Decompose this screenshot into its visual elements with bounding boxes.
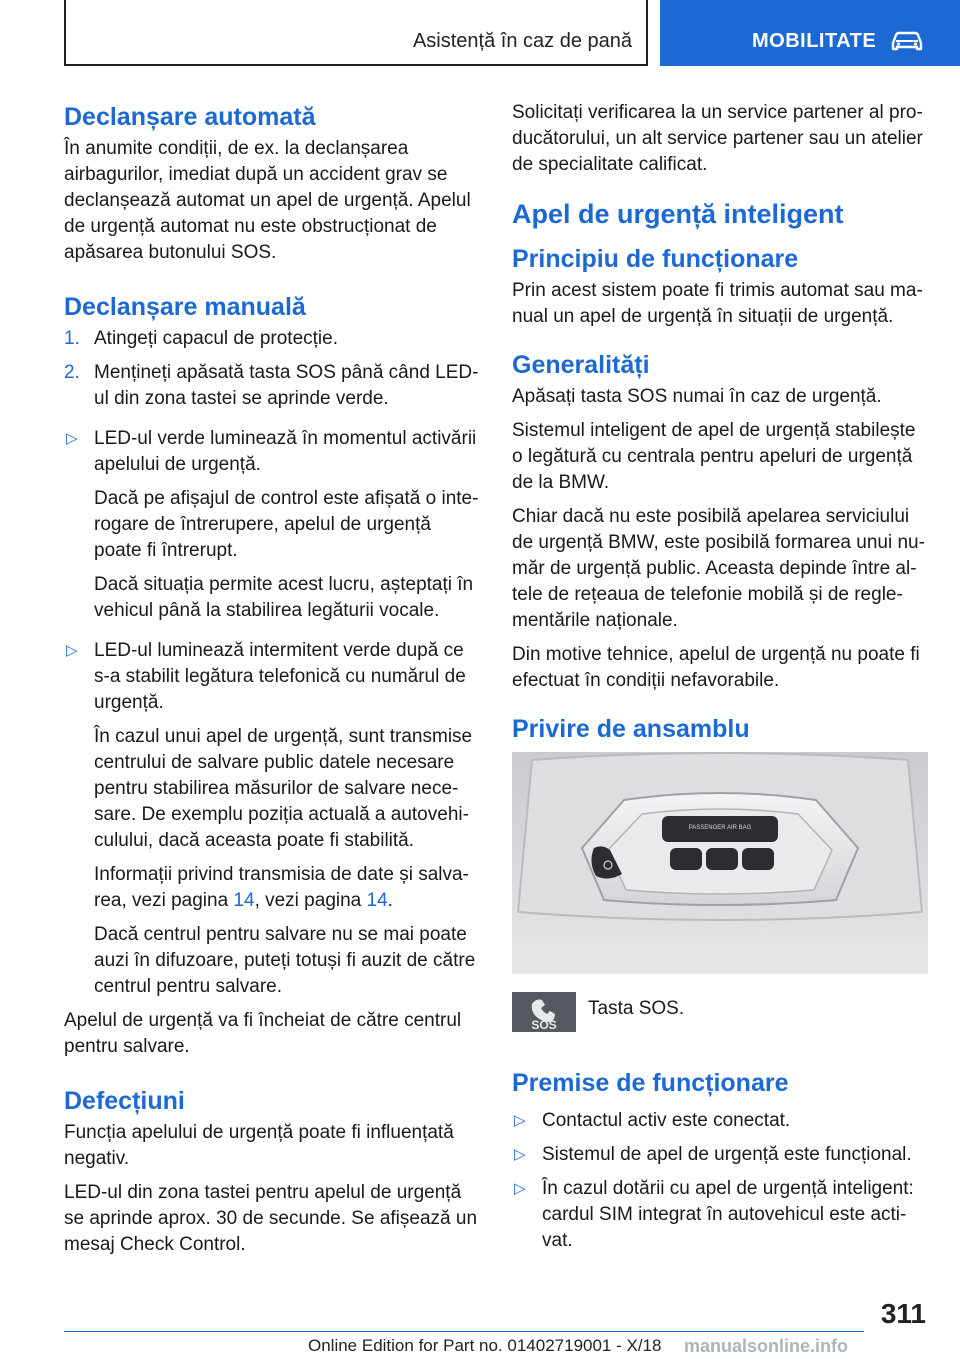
premise-text: În cazul dotării cu apel de urgență inteligent: cardul SIM integrat în autovehicul este activat. — [542, 1178, 914, 1251]
paragraph-general: Din motive tehnice, apelul de urgență nu poate fi efectuat în condiții nefavorabile. — [512, 644, 920, 691]
triangle-bullet-icon: ▷ — [514, 1112, 526, 1129]
step-text: Atingeți capacul de protecție. — [94, 328, 338, 349]
page-number: 311 — [880, 1298, 926, 1329]
sos-key-row — [512, 992, 928, 1048]
paragraph-general: Chiar dacă nu este posibilă apelarea serviciului de urgență BMW, este posibilă formarea unui număr de urgență public. Aceasta depinde între altele de rețeaua de telefonie mobilă și de reglementările naționale. — [512, 506, 925, 631]
header-section-title: Asistență în caz de pană — [412, 30, 632, 52]
premise-text: Sistemul de apel de urgență este funcțional. — [542, 1144, 912, 1165]
bullet-subparagraph: În cazul unui apel de urgență, sunt transmise centrului de salvare public datele necesare pentru stabilirea măsurilor de salvare necesare. De exemplu poziția actuală a autovehiculului, dacă aceasta poate fi stabilită. — [94, 726, 473, 851]
text-fragment: Informații privind transmisia de date și salvarea, vezi pagina — [94, 864, 469, 911]
left-column — [64, 100, 482, 1266]
triangle-bullet-icon: ▷ — [514, 1146, 526, 1163]
paragraph-general: Apăsați tasta SOS numai în caz de urgență. — [512, 386, 882, 407]
header-section-box — [64, 0, 648, 66]
page-link[interactable]: 14 — [366, 890, 388, 911]
step-number: 1. — [64, 328, 80, 349]
paragraph-service: Solicitați verificarea la un service partener al producătorului, un alt service partener sau un atelier de specialitate calificat. — [512, 102, 923, 175]
heading-defects: Defecțiuni — [64, 1087, 185, 1115]
car-icon — [890, 30, 924, 52]
overhead-console-image — [512, 752, 928, 974]
step-item — [64, 360, 482, 412]
bullet-text: LED-ul luminează intermitent verde după ce s-a stabilit legătura telefonică cu numărul de urgență. — [94, 640, 466, 713]
footer-divider — [64, 1331, 864, 1332]
header-chapter-tab[interactable] — [660, 0, 960, 66]
bullet-item — [64, 638, 482, 716]
sos-icon-text: SOS — [531, 1018, 557, 1032]
step-text: Mențineți apăsată tasta SOS până când LED-ul din zona tastei se aprinde verde. — [94, 362, 479, 409]
sos-caption: Tasta SOS. — [588, 998, 685, 1019]
bullet-subparagraph-links — [64, 862, 482, 914]
airbag-label: PASSENGER AIR BAG — [688, 825, 752, 831]
bullet-subparagraph: Dacă situația permite acest lucru, așteptați în vehicul până la stabilirea legăturii vocale. — [94, 574, 474, 621]
triangle-bullet-icon: ▷ — [514, 1180, 526, 1197]
premise-item — [512, 1142, 928, 1168]
premise-item — [512, 1108, 928, 1134]
text-fragment: . — [387, 890, 393, 911]
step-item — [64, 326, 482, 352]
header-chapter-title: MOBILITATE — [752, 30, 877, 52]
heading-principle: Principiu de funcționare — [512, 245, 799, 273]
bullet-subparagraph: Dacă centrul pentru salvare nu se mai poate auzi în difuzoare, puteți totuși fi auzit de către centrul pentru salvare. — [94, 924, 476, 997]
paragraph-defect: Funcția apelului de urgență poate fi influențată negativ. — [64, 1122, 454, 1169]
sos-icon — [512, 992, 576, 1032]
heading-general: Generalități — [512, 351, 650, 379]
footer-edition: Online Edition for Part no. 01402719001 - X/18 — [308, 1336, 662, 1355]
paragraph-auto-trigger: În anumite condiții, de ex. la declanșarea airbagurilor, imediat după un accident grav se declanșează automat un apel de urgență. Apelul de urgență automat nu este obstrucționat de apăsarea butonului SOS. — [64, 138, 471, 263]
heading-overview: Privire de ansamblu — [512, 715, 750, 743]
triangle-bullet-icon: ▷ — [66, 430, 78, 447]
premise-item — [512, 1176, 928, 1254]
watermark: manualsonline.info — [684, 1336, 849, 1356]
heading-premises: Premise de funcționare — [512, 1069, 789, 1097]
bullet-item — [64, 426, 482, 478]
bullet-subparagraph: Dacă pe afișajul de control este afișată o interogare de întrerupere, apelul de urgență poate fi întrerupt. — [94, 488, 479, 561]
bullet-text: LED-ul verde luminează în momentul activării apelului de urgență. — [94, 428, 477, 475]
triangle-bullet-icon: ▷ — [66, 642, 78, 659]
step-number: 2. — [64, 362, 80, 383]
heading-intelligent-call: Apel de urgență inteligent — [512, 199, 844, 229]
paragraph-general: Sistemul inteligent de apel de urgență stabilește o legătură cu centrala pentru apeluri de urgență de la BMW. — [512, 420, 916, 493]
paragraph-principle: Prin acest sistem poate fi trimis automat sau manual un apel de urgență în situații de urgență. — [512, 280, 923, 327]
heading-auto-trigger: Declanșare automată — [64, 103, 316, 131]
page-link[interactable]: 14 — [233, 890, 255, 911]
paragraph-call-end: Apelul de urgență va fi încheiat de către centrul pentru salvare. — [64, 1010, 462, 1057]
text-fragment: , vezi pagina — [254, 890, 367, 911]
premise-text: Contactul activ este conectat. — [542, 1110, 791, 1131]
right-column — [512, 100, 928, 1262]
paragraph-defect: LED-ul din zona tastei pentru apelul de urgență se aprinde aprox. 30 de secunde. Se afișează un mesaj Check Control. — [64, 1182, 478, 1255]
heading-manual-trigger: Declanșare manuală — [64, 293, 306, 321]
